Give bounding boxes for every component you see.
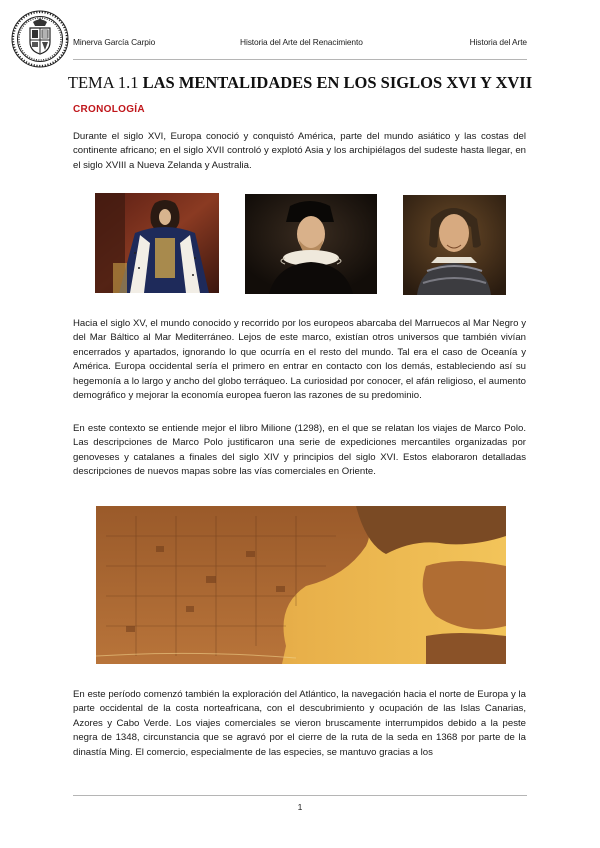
page-title (0, 73, 600, 93)
paragraph-3: En este contexto se entiende mejor el libro Milione (1298), en el que se relatan los viajes de Marco Polo. Las descripciones de Marco Polo justificaron una serie de expediciones mercantiles organizadas por genoveses y catalanes a finales del siglo XIV y principios del siglo XVI. Estos elaboraron detalladas descripciones de nuevos mapas sobre las vías comerciales en Oriente. (73, 423, 526, 478)
paragraph-4: En este período comenzó también la exploración del Atlántico, la navegación hacia el norte de Europa y la parte occidental de la costa norteafricana, con el descubrimiento y ocupación de las Islas Canarias, Azores y Cabo Verde. Los viajes comerciales se vieron bruscamente interrumpidos debido a la peste negra de 1348, circunstancia que se agravó por el cierre de la ruta de la seda en 1368 por parte de la dinastía Ming. El comercio, especialmente de las especies, se mantuvo gracias a los (73, 689, 526, 758)
footer-divider (73, 795, 527, 796)
paragraph-2: Hacia el siglo XV, el mundo conocido y recorrido por los europeos abarcaba del Marruecos al Mar Negro y del Mar Báltico al Mar Mediterráneo. Lejos de este marco, existían otros universos que también vivían encerrados y apartados, ignorando lo que ocurría en el resto del mundo. Tal era el caso de Oceanía y América. Europa occidental sería el primero en entrar en contacto con los demás, estableciendo así su hegemonía a lo largo y ancho del globo terráqueo. La curiosidad por conocer, el afán religioso, el aumento demográfico y mejorar la economía europea fueron las razones de su predominio. (73, 318, 526, 402)
portrait-king-image (95, 193, 219, 293)
title-main: LAS MENTALIDADES EN LOS SIGLOS XVI Y XVII (142, 73, 533, 92)
aerial-city-panorama-image (96, 506, 506, 664)
header-course: Historia del Arte del Renacimiento (240, 37, 363, 47)
header-author: Minerva García Carpio (73, 37, 156, 47)
title-prefix: TEMA 1.1 (67, 73, 139, 92)
paragraph-1: Durante el siglo XVI, Europa conoció y conquistó América, parte del mundo asiático y las costas del continente africano; en el siglo XVII controló y explotó Asia y los archipiélagos del sudeste hasta llegar, en el siglo XVIII a Nueva Zelanda y Australia. (73, 131, 526, 171)
portrait-armour-image (403, 195, 506, 295)
header-divider (73, 59, 527, 60)
portrait-ruff-collar-image (245, 194, 377, 294)
page-number: 1 (297, 802, 303, 812)
header-subject: Historia del Arte (469, 37, 527, 47)
section-heading: CRONOLOGÍA (73, 104, 145, 115)
university-seal-logo (11, 10, 69, 68)
